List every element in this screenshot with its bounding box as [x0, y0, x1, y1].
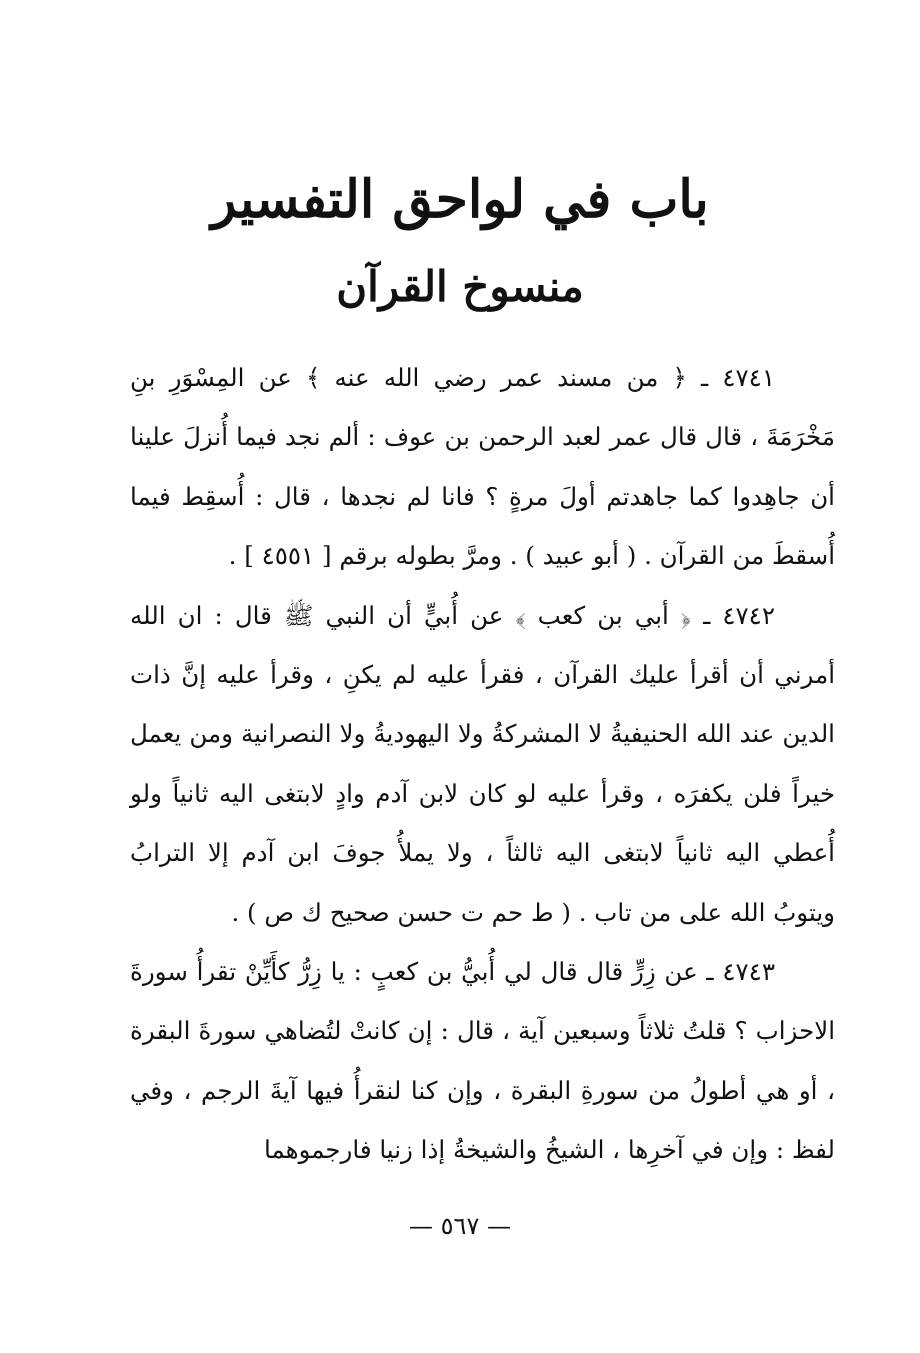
hadith-paragraph: ٤٧٤١ ـ ﴿ من مسند عمر رضي الله عنه ﴾ عن المِسْوَرِ بنِ مَخْرَمَةَ ، قال قال عمر لعبد الرحمن بن عوف : ألم نجد فيما أُنزلَ علينا أن جاهِدوا كما جاهدتم أولَ مرةٍ ؟ فانا لم نجدها ، قال : أُسقِط فيما أُسقطَ من القرآن . ( أبو عبيد ) . ومرَّ بطوله برقم [ ٤٥٥١ ] .	[130, 363, 835, 571]
chapter-title: باب في لواحق التفسير	[211, 169, 709, 230]
hadith-paragraph: ٤٧٤٣ ـ عن زِرٍّ قال قال لي أُبيُّ بن كعبٍ : يا زِرُّ كأَيِّنْ تقرأُ سورةَ الاحزاب ؟ قلتُ ثلاثاً وسبعين آية ، قال : إن كانتْ لتُضاهي سورةَ البقرة ، أو هي أطولُ من سورةِ البقرة ، وإن كنا لنقرأُ فيها آيةَ الرجم ، وفي لفظ : وإن في آخرِها ، الشيخُ والشيخةُ إذا زنيا فارجموهما	[130, 957, 835, 1165]
body-text	[130, 348, 835, 1180]
hadith-paragraph: ٤٧٤٢ ـ ﴿ أبي بن كعب ﴾ عن أُبيٍّ أن النبي ﷺ قال : ان الله أمرني أن أقرأ عليك القرآن ، فقرأ عليه لم يكنِ ، وقرأ عليه إنَّ ذات الدين عند الله الحنيفيةُ لا المشركةُ ولا اليهوديةُ ولا النصرانية ومن يعمل خيراً فلن يكفرَه ، وقرأ عليه لو كان لابن آدم وادٍ لابتغى اليه ثانياً ولو أُعطي اليه ثانياً لابتغى اليه ثالثاً ، ولا يملأُ جوفَ ابن آدم إلا الترابُ ويتوبُ الله على من تاب . ( ط حم ت حسن صحيح ك ص ) .	[130, 600, 835, 927]
page-number: — ٥٦٧ —	[409, 1212, 511, 1240]
section-title: منسوخ القرآن	[336, 262, 584, 311]
